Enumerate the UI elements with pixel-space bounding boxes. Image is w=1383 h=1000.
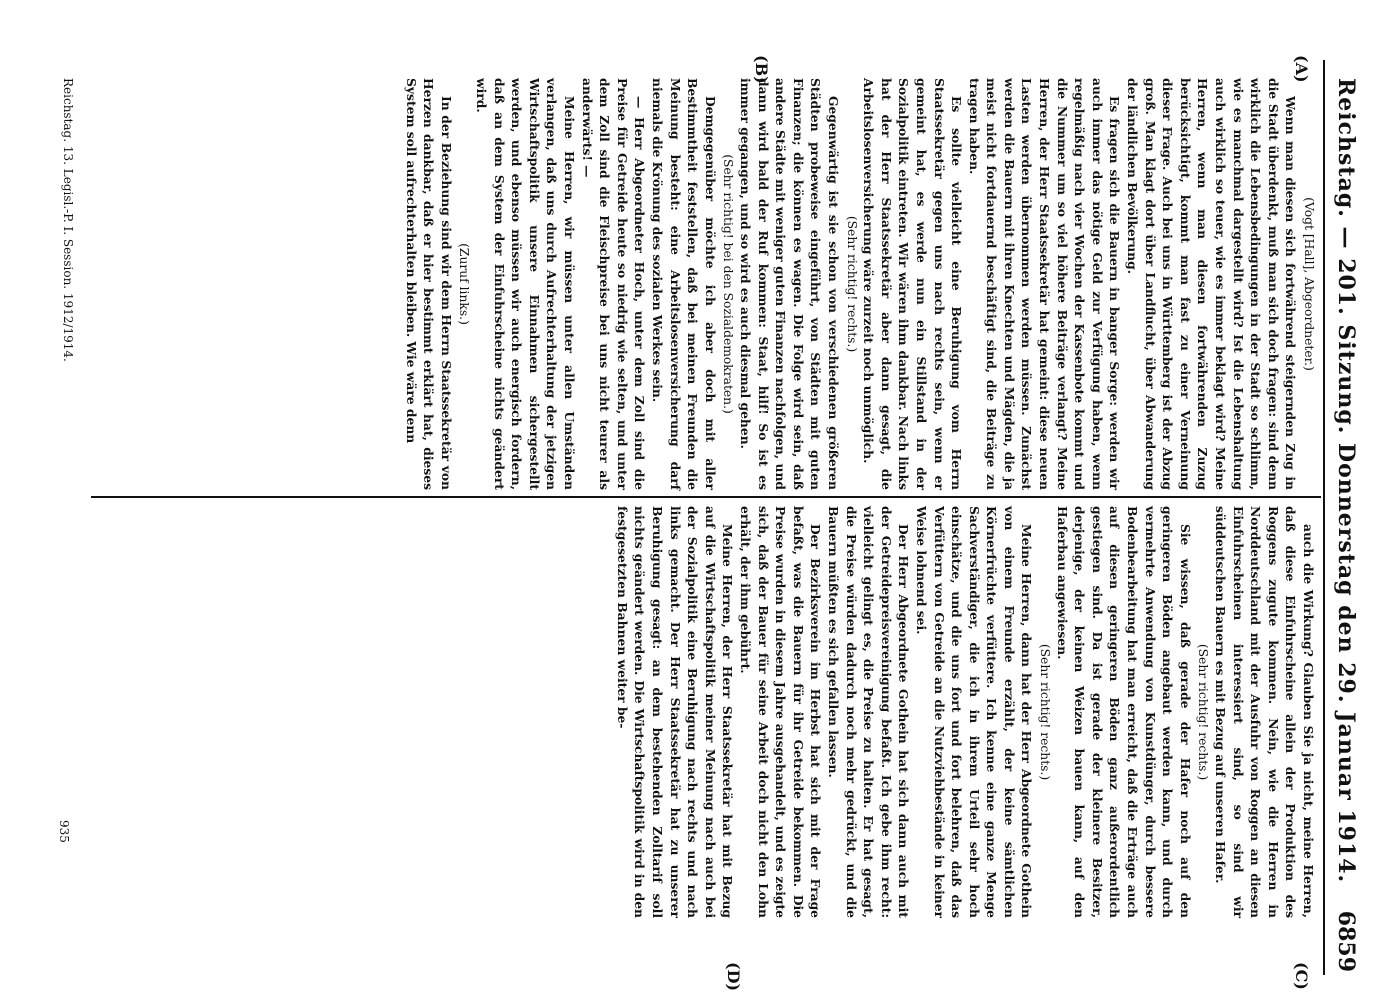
header-rule [1323, 60, 1325, 975]
paragraph: — Herr Abgeordneter Hoch, unter dem Zoll sind die Preise für Getreide heute so niedrig wie selten, und unter dem Zoll sind die Fleischpreise bei uns nicht teurer als anderwärts! — [579, 78, 648, 490]
page-header [1325, 0, 1365, 1000]
column-divider [91, 496, 1321, 498]
footer-page-number: 935 [57, 820, 71, 843]
interjection: (Sehr richtig! rechts.) [1038, 643, 1053, 781]
paragraph: In der Beziehung sind wir dem Herrn Staatssekretär von Herzen dankbar, daß er hier bestimmt erklärt hat, dieses System soll aufrechterhalten bleiben. Wie wäre denn [403, 78, 454, 490]
paragraph: Demgegenüber möchte ich aber doch mit aller Bestimmtheit feststellen, daß bei meinen Freunden die Meinung besteht: eine Arbeitslosenversicherung darf niemals die Krönung des sozialen Werkes sein. [650, 78, 718, 490]
margin-marker-b: (B) [752, 55, 771, 84]
paragraph: Es fragen sich die Bauern in banger Sorge: werden wir auch immer das nötige Geld zur Verfügung haben, wenn regelmäßig nach vier Wochen der Kassenbote kommt und die Nummer um so viel höhere Beiträge verlangt? Meine Herren, der Herr Staatssekretär hat gemeint: diese neuen Lasten werden übernommen werden müssen. Zunächst werden die Bauern mit ihren Knechten und Mägden, die ja meist nicht fortdauernd beschäftigt sind, die Beiträge zu tragen haben. [966, 78, 1123, 490]
paragraph: Wenn man diesen sich fortwährend steigernden Zug in die Stadt überdenkt, muß man sich doch fragen: sind denn wirklich die Lebensbedingungen in der Stadt so schlimm, wie es manchmal dargestellt wird? Ist die Lebenshaltung auch wirklich so teuer, wie es immer beklagt wird? Meine Herren, wenn man diesen fortwährenden Zuzug berücksichtigt, kommt man fast zu einer Verneinung dieser Frage. Auch bei uns in Württemberg ist der Abzug groß. Man klagt dort über Landflucht, über Abwanderung der ländlichen Bevölkerung. [1125, 78, 1299, 490]
margin-marker-d: (D) [724, 962, 743, 992]
interjection: (Sehr richtig! rechts.) [844, 215, 859, 353]
footer-note: Reichstag. 13. Legisl.-P. I. Session. 1912/1914. [61, 78, 75, 362]
speaker-line: (Vogt [Hall], Abgeordneter.) [1302, 197, 1316, 371]
paragraph: Der Herr Abgeordnete Gothein hat sich dann auch mit der Getreidepreisvereinigung befaßt. Ich gebe ihm recht: vielleicht gelingt es, die Preise zu halten. Er hat gesagt, die Preise würden dadurch noch mehr gedrückt, und die Bauern müßten es sich gefallen lassen. [825, 506, 912, 918]
paragraph: Es sollte vielleicht eine Beruhigung vom Herrn Staatssekretär gegen uns nach rechts sein, wenn er gemeint hat, es werde nun ein Stillstand in der Sozialpolitik eintreten. Wir wären ihm dankbar. Nach links hat der Herr Staatssekretär aber dann gesagt, die Arbeitslosenversicherung wäre zurzeit noch unmöglich. [861, 78, 965, 490]
interjection: (Sehr richtig! rechts.) [1196, 643, 1211, 781]
paragraph: auch die Wirkung? Glauben Sie ja nicht, meine Herren, daß diese Einfuhrscheine allein der Produktion des Roggens zugute kommen. Nein, wie die Herren in Norddeutschland mit der Ausfuhr von Roggen an diesen Einfuhrscheinen interessiert sind, so sind wir süddeutschen Bauern es mit Bezug auf unseren Hafer. [1213, 506, 1316, 918]
interjection: (Zuruf links.) [457, 243, 472, 325]
header-title: Reichstag. — 201. Sitzung. Donnerstag den 29. Januar 1914. [1333, 78, 1359, 884]
margin-marker-c: (C) [1292, 962, 1311, 990]
paragraph: Meine Herren, der Herr Staatssekretär hat mit Bezug auf die Wirtschaftspolitik meiner Meinung nach auch bei der Sozialpolitik eine Beruhigung nach rechts und nach links gemacht. Der Herr Staatssekretär hat zu unserer Beruhigung gesagt: an dem bestehenden Zolltarif soll nichts geändert werden. Die Wirtschaftspolitik wird in den festgesetzten Bahnen weiter be- [614, 506, 736, 918]
paragraph: Meine Herren, dann hat der Herr Abgeordnete Gothein von einem Freunde erzählt, der keine sämtlichen Körnerfrüchte verfüttere. Ich kenne eine ganze Menge Sachverständiger, die ich in ihrem Urteil sehr hoch einschätze, und die uns fort und fort belehren, daß das Verfüttern von Getreide an die Nutzviehbestände in keiner Weise lohnend sei. [913, 506, 1035, 918]
paragraph: Gegenwärtig ist sie schon von verschiedenen größeren Städten probeweise eingeführt, von Städten mit guten Finanzen; die können es wagen. Die Folge wird sein, daß andere Städte mit weniger guten Finanzen nachfolgen, und dann wird bald der Ruf kommen: Staat, hilf! So ist es immer gegangen, und so wird es auch diesmal gehen. [738, 78, 841, 490]
interjection: (Sehr richtig! bei den Sozialdemokraten.) [721, 154, 736, 414]
margin-marker-a: (A) [1292, 55, 1311, 83]
paragraph: Sie wissen, daß gerade der Hafer noch auf den geringeren Böden angebaut werden kann, und durch vermehrte Anwendung von Kunstdünger, durch bessere Bodenbearbeitung hat man erreicht, daß die Erträge auch auf diesen geringeren Böden ganz außerordentlich gestiegen sind. Da ist gerade der kleinere Besitzer, derjenige, der keinen Weizen bauen kann, auf den Haferbau angewiesen. [1054, 506, 1193, 918]
left-column [402, 78, 1317, 490]
paragraph: Meine Herren, wir müssen unter allen Umständen verlangen, daß uns durch Aufrechterhaltung der jetzigen Wirtschaftspolitik unsere Einnahmen sichergestellt werden, und ebenso müssen wir auch energisch fordern, daß an dem System der Einfuhrscheine nichts geändert wird. [474, 78, 578, 490]
header-page-number: 6859 [1333, 910, 1359, 972]
right-column [613, 506, 1317, 918]
paragraph: Der Bezirksverein im Herbst hat sich mit der Frage befaßt, was die Bauern für ihr Getreide bekommen. Die Preise wurden in diesem Jahre ausgehandelt, und es zeigte sich, daß der Bauer für seine Arbeit doch nicht den Lohn erhält, der ihm gebührt. [738, 506, 824, 918]
